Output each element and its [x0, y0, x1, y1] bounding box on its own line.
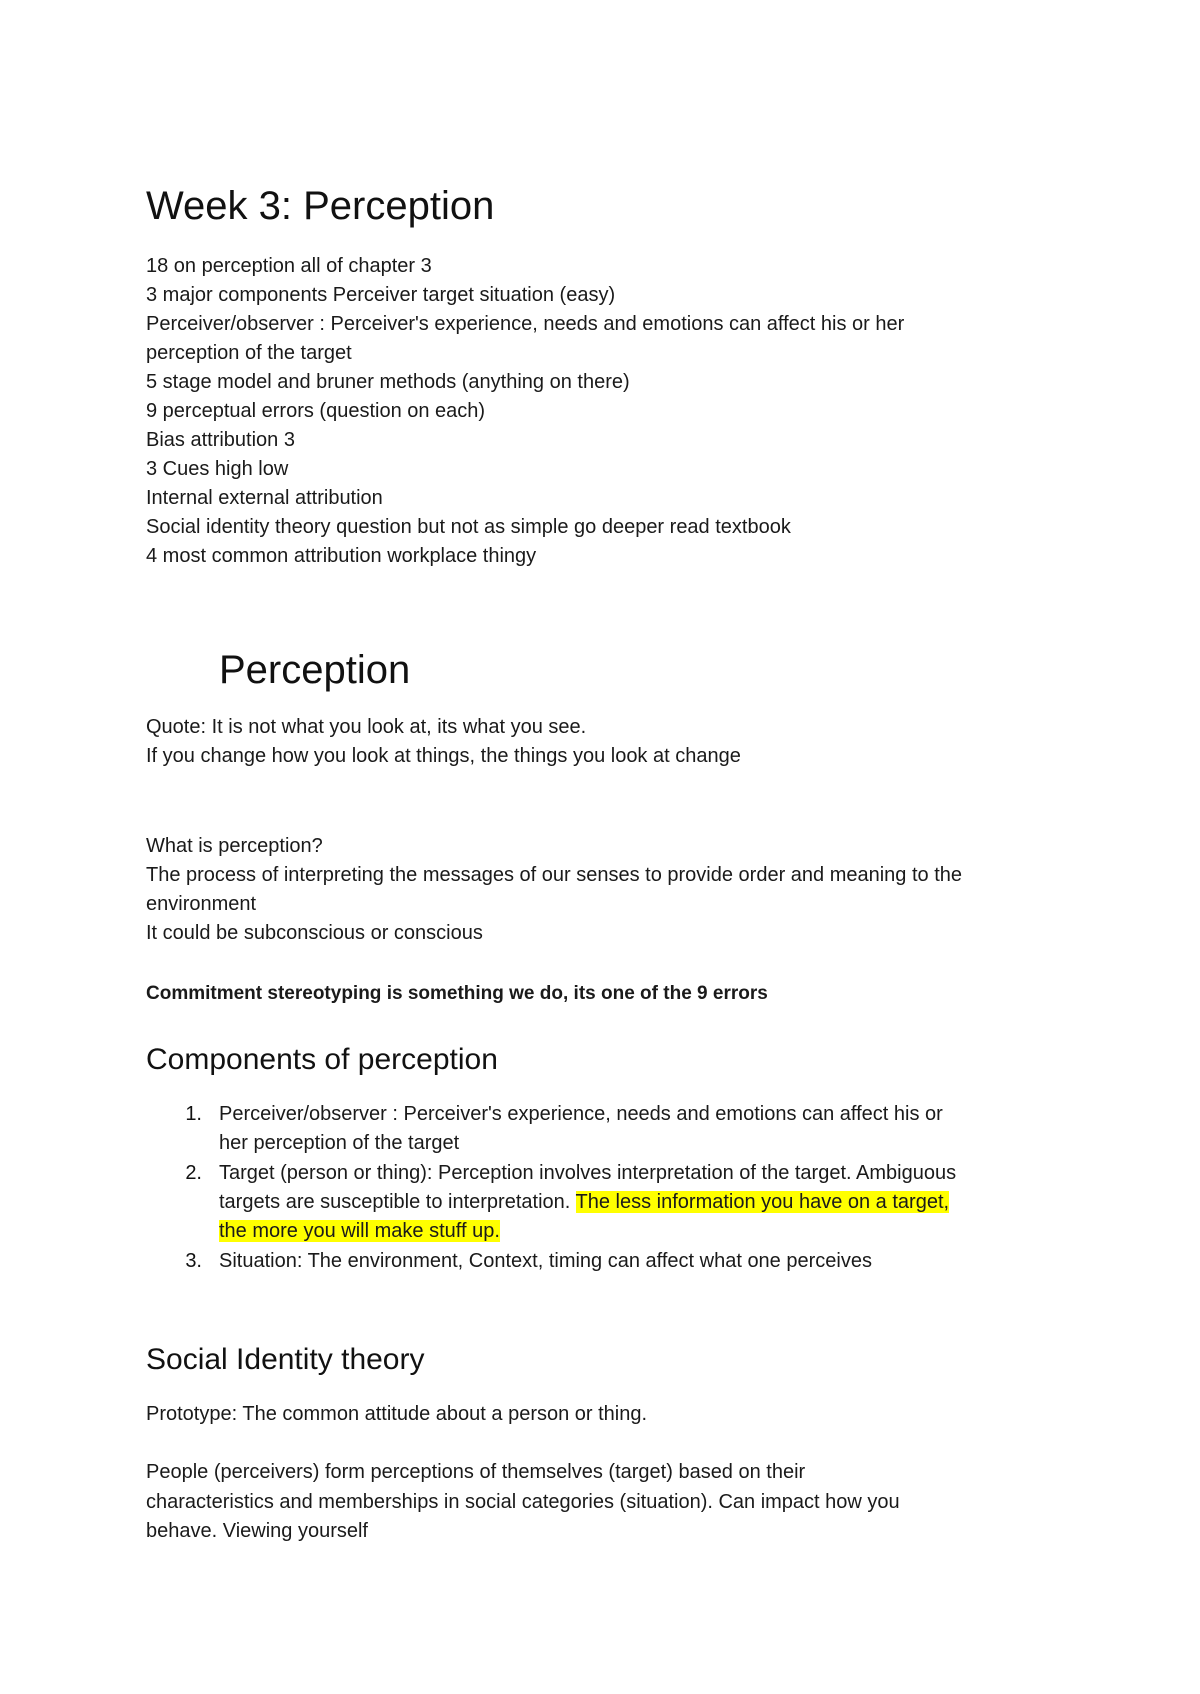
- summary-line: 5 stage model and bruner methods (anything on there): [146, 371, 630, 393]
- summary-line: 4 most common attribution workplace thingy: [146, 545, 537, 567]
- what-is-line: What is perception?: [146, 835, 323, 857]
- social-identity-heading: Social Identity theory: [146, 1343, 425, 1376]
- list-number: 1.: [185, 1103, 202, 1125]
- what-is-line: It could be subconscious or conscious: [146, 922, 483, 944]
- prototype-line: Prototype: The common attitude about a person or thing.: [146, 1403, 648, 1425]
- summary-line: Internal external attribution: [146, 487, 383, 509]
- list-number: 3.: [185, 1250, 202, 1272]
- list-item-line: Target (person or thing): Perception involves interpretation of the target. Ambiguous: [219, 1162, 957, 1184]
- summary-line: 3 major components Perceiver target situation (easy): [146, 284, 616, 306]
- list-item-line: Perceiver/observer : Perceiver's experience, needs and emotions can affect his or: [219, 1103, 943, 1125]
- list-item-line: [219, 1217, 500, 1246]
- highlighted-text: the more you will make stuff up.: [219, 1220, 500, 1242]
- list-item-line: her perception of the target: [219, 1132, 460, 1154]
- what-is-line: The process of interpreting the messages of our senses to provide order and meaning to the: [146, 864, 963, 886]
- summary-line: Bias attribution 3: [146, 429, 295, 451]
- list-item-line: Situation: The environment, Context, timing can affect what one perceives: [219, 1250, 872, 1272]
- bold-note: Commitment stereotyping is something we do, its one of the 9 errors: [146, 983, 768, 1004]
- page-title: Week 3: Perception: [146, 184, 495, 228]
- perception-heading: Perception: [219, 648, 411, 692]
- people-line: characteristics and memberships in social categories (situation). Can impact how you: [146, 1491, 900, 1513]
- quote-line: Quote: It is not what you look at, its what you see.: [146, 716, 587, 738]
- summary-line: 18 on perception all of chapter 3: [146, 255, 432, 277]
- summary-line: Perceiver/observer : Perceiver's experience, needs and emotions can affect his or her: [146, 313, 905, 335]
- summary-line: Social identity theory question but not as simple go deeper read textbook: [146, 516, 791, 538]
- components-heading: Components of perception: [146, 1043, 498, 1076]
- list-item-line: [219, 1188, 949, 1217]
- what-is-line: environment: [146, 893, 257, 915]
- summary-line: perception of the target: [146, 342, 352, 364]
- highlighted-text: The less information you have on a target,: [575, 1191, 950, 1213]
- people-line: People (perceivers) form perceptions of themselves (target) based on their: [146, 1461, 806, 1483]
- summary-line: 3 Cues high low: [146, 458, 289, 480]
- people-line: behave. Viewing yourself: [146, 1520, 368, 1542]
- quote-line: If you change how you look at things, the things you look at change: [146, 745, 741, 767]
- list-item-text: targets are susceptible to interpretation.: [219, 1191, 576, 1213]
- summary-line: 9 perceptual errors (question on each): [146, 400, 486, 422]
- list-number: 2.: [185, 1162, 202, 1184]
